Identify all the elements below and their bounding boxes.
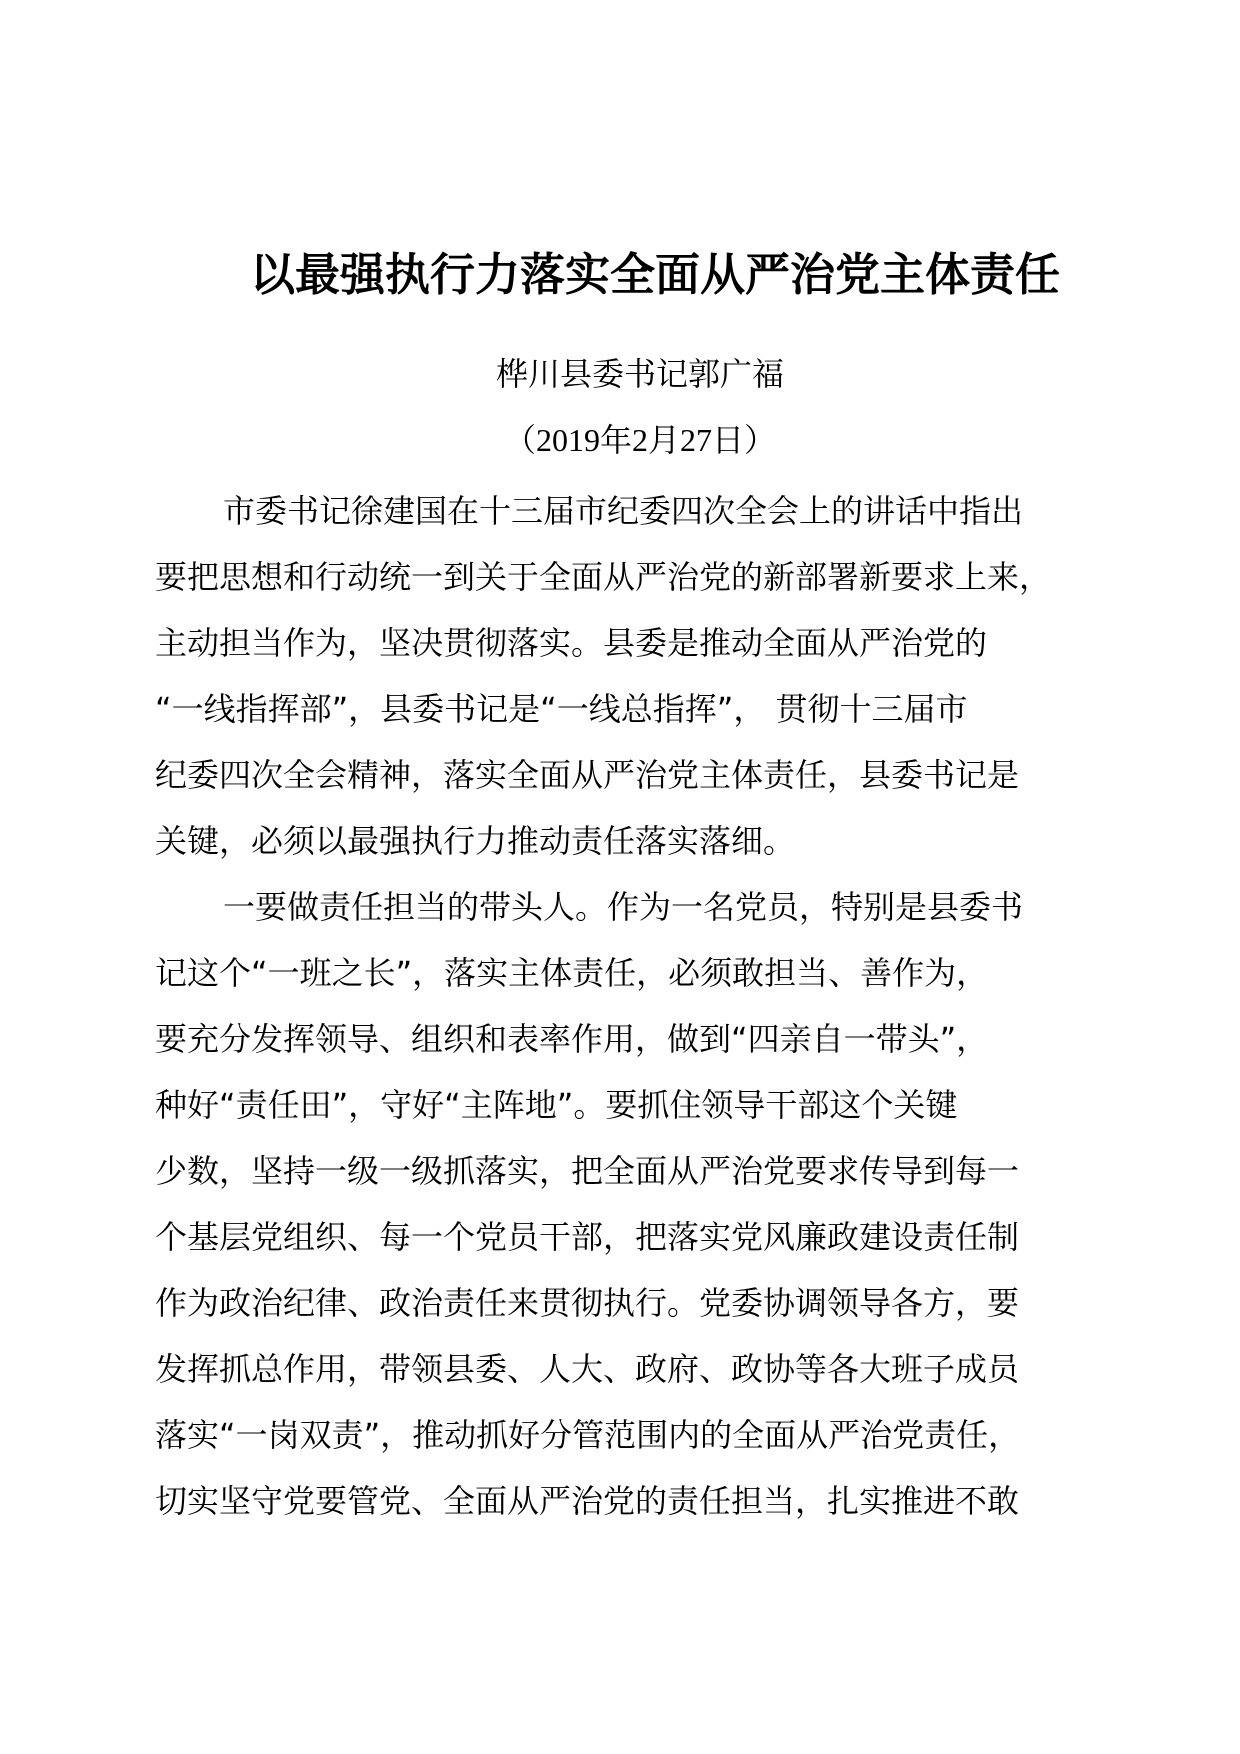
body-line: “一线指挥部”，县委书记是“一线总指挥”， 贯彻十三届市 [155,690,968,728]
date-year-unit: 年 [599,421,632,459]
body-line: 个基层党组织、每一个党员干部，把落实党风廉政建设责任制 [155,1218,1020,1256]
date-month: 2 [631,422,648,458]
document-title: 以最强执行力落实全面从严治党主体责任 [250,248,1061,301]
date-day: 27 [680,422,712,458]
body-line: 要充分发挥领导、组织和表率作用，做到“四亲自一带头”， [155,1020,989,1058]
body-line: 作为政治纪律、政治责任来贯彻执行。党委协调领导各方，要 [155,1284,1020,1322]
date-day-unit: 日 [712,421,745,459]
body-line: 记这个“一班之长”，落实主体责任，必须敢担当、善作为， [155,954,989,992]
body-line: 切实坚守党要管党、全面从严治党的责任担当，扎实推进不敢 [155,1482,1020,1520]
body-line: 要把思想和行动统一到关于全面从严治党的新部署新要求上来， [155,558,1052,596]
document-author: 桦川县委书记郭广福 [495,355,784,393]
body-line: 发挥抓总作用，带领县委、人大、政府、政协等各大班子成员 [155,1350,1020,1388]
body-line: 落实“一岗双责”，推动抓好分管范围内的全面从严治党责任， [155,1416,1021,1454]
document-date [150,418,1130,462]
body-line: 种好“责任田”，守好“主阵地”。要抓住领导干部这个关键 [155,1086,958,1124]
body-line: 关键，必须以最强执行力推动责任落实落细。 [155,822,796,860]
document-body [155,478,1105,1534]
body-line-paragraph-1-start: 市委书记徐建国在十三届市纪委四次全会上的讲话中指出 [223,492,1024,530]
body-line: 少数，坚持一级一级抓落实，把全面从严治党要求传导到每一 [155,1152,1020,1190]
body-line: 纪委四次全会精神，落实全面从严治党主体责任，县委书记是 [155,756,1020,794]
body-line: 主动担当作为，坚决贯彻落实。县委是推动全面从严治党的 [155,624,988,662]
date-year: 2019 [535,422,600,458]
date-close-paren: ） [744,421,777,459]
body-line-paragraph-2-start: 一要做责任担当的带头人。作为一名党员，特别是县委书 [223,888,1024,926]
date-open-paren: （ [503,421,536,459]
date-month-unit: 月 [647,421,680,459]
